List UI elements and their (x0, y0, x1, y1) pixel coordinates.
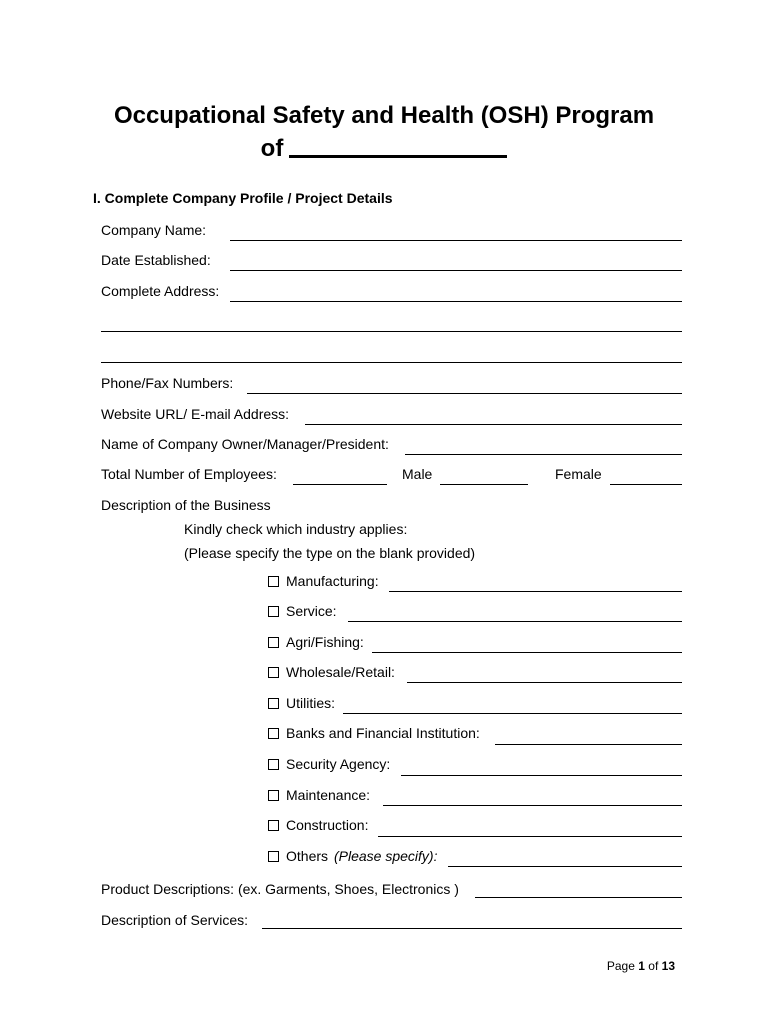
owner-name-label: Name of Company Owner/Manager/President: (101, 436, 389, 452)
industry-field-maintenance[interactable] (383, 805, 682, 806)
complete-address-row (101, 283, 682, 303)
website-email-label: Website URL/ E-mail Address: (101, 406, 290, 422)
total-employees-field[interactable] (293, 484, 387, 485)
business-description-label: Description of the Business (101, 497, 271, 513)
phone-fax-row (101, 375, 682, 395)
industry-label-others: Others (286, 848, 329, 864)
employees-row (101, 466, 682, 486)
website-email-field[interactable] (305, 424, 682, 425)
checkbox-service[interactable] (268, 606, 279, 617)
industry-item-wholesale-retail (267, 664, 682, 684)
industry-field-manufacturing[interactable] (389, 591, 682, 592)
title-of-word: of (260, 135, 284, 162)
female-count-field[interactable] (610, 484, 682, 485)
industry-label-manufacturing: Manufacturing: (286, 573, 379, 589)
checkbox-security-agency[interactable] (268, 759, 279, 770)
product-descriptions-field[interactable] (475, 897, 682, 898)
current-page: 1 (638, 959, 645, 973)
industry-field-banks[interactable] (495, 744, 682, 745)
kindly-check-row (184, 521, 682, 541)
services-description-label: Description of Services: (101, 912, 249, 928)
industry-field-service[interactable] (348, 621, 682, 622)
title-blank-line[interactable] (289, 133, 507, 158)
document-title-line2 (0, 131, 768, 163)
owner-name-row (101, 436, 682, 456)
industry-item-maintenance (267, 787, 682, 807)
section-heading: I. Complete Company Profile / Project Details (93, 190, 393, 206)
industry-item-construction (267, 817, 682, 837)
industry-label-agri-fishing: Agri/Fishing: (286, 634, 364, 650)
industry-note-others: (Please specify): (334, 848, 438, 864)
page-word: Page (606, 959, 635, 973)
company-name-row (101, 222, 682, 242)
checkbox-manufacturing[interactable] (268, 576, 279, 587)
services-description-field[interactable] (262, 928, 682, 929)
date-established-row (101, 252, 682, 272)
date-established-label: Date Established: (101, 252, 211, 268)
total-pages: 13 (661, 959, 675, 973)
website-email-row (101, 406, 682, 426)
industry-label-maintenance: Maintenance: (286, 787, 371, 803)
industry-field-security-agency[interactable] (401, 775, 682, 776)
female-label: Female (555, 466, 602, 482)
page-number (607, 959, 675, 974)
product-descriptions-label: Product Descriptions: (ex. Garments, Shoes, Electronics ) (101, 881, 459, 897)
company-name-label: Company Name: (101, 222, 207, 238)
document-title: Occupational Safety and Health (OSH) Program (113, 102, 655, 129)
male-label: Male (402, 466, 433, 482)
industry-label-banks: Banks and Financial Institution: (286, 725, 480, 741)
please-specify-row (184, 545, 682, 565)
checkbox-wholesale-retail[interactable] (268, 667, 279, 678)
of-word: of (648, 959, 659, 973)
industry-item-banks (267, 725, 682, 745)
date-established-field[interactable] (230, 270, 682, 271)
industry-field-agri-fishing[interactable] (372, 652, 682, 653)
product-descriptions-row (101, 881, 682, 901)
industry-label-service: Service: (286, 603, 337, 619)
complete-address-field[interactable] (230, 301, 682, 302)
industry-field-wholesale-retail[interactable] (407, 682, 682, 683)
industry-item-others (267, 848, 682, 868)
owner-name-field[interactable] (405, 454, 682, 455)
checkbox-maintenance[interactable] (268, 790, 279, 801)
please-specify-text: (Please specify the type on the blank provided) (184, 545, 476, 561)
industry-item-utilities (267, 695, 682, 715)
industry-label-wholesale-retail: Wholesale/Retail: (286, 664, 395, 680)
industry-field-construction[interactable] (378, 836, 682, 837)
industry-label-security-agency: Security Agency: (286, 756, 391, 772)
checkbox-others[interactable] (268, 851, 279, 862)
male-count-field[interactable] (440, 484, 528, 485)
business-description-row (101, 497, 682, 517)
total-employees-label: Total Number of Employees: (101, 466, 277, 482)
kindly-check-text: Kindly check which industry applies: (184, 521, 408, 537)
phone-fax-label: Phone/Fax Numbers: (101, 375, 234, 391)
checkbox-construction[interactable] (268, 820, 279, 831)
phone-fax-field[interactable] (247, 393, 682, 394)
complete-address-field-line2[interactable] (101, 331, 682, 332)
checkbox-utilities[interactable] (268, 698, 279, 709)
industry-field-utilities[interactable] (343, 713, 682, 714)
industry-item-security-agency (267, 756, 682, 776)
complete-address-label: Complete Address: (101, 283, 220, 299)
complete-address-field-line3[interactable] (101, 362, 682, 363)
industry-item-service (267, 603, 682, 623)
industry-label-construction: Construction: (286, 817, 369, 833)
checkbox-agri-fishing[interactable] (268, 637, 279, 648)
industry-label-utilities: Utilities: (286, 695, 336, 711)
checkbox-banks[interactable] (268, 728, 279, 739)
industry-item-manufacturing (267, 573, 682, 593)
industry-field-others[interactable] (448, 866, 682, 867)
services-description-row (101, 912, 682, 932)
company-name-field[interactable] (230, 240, 682, 241)
industry-item-agri-fishing (267, 634, 682, 654)
